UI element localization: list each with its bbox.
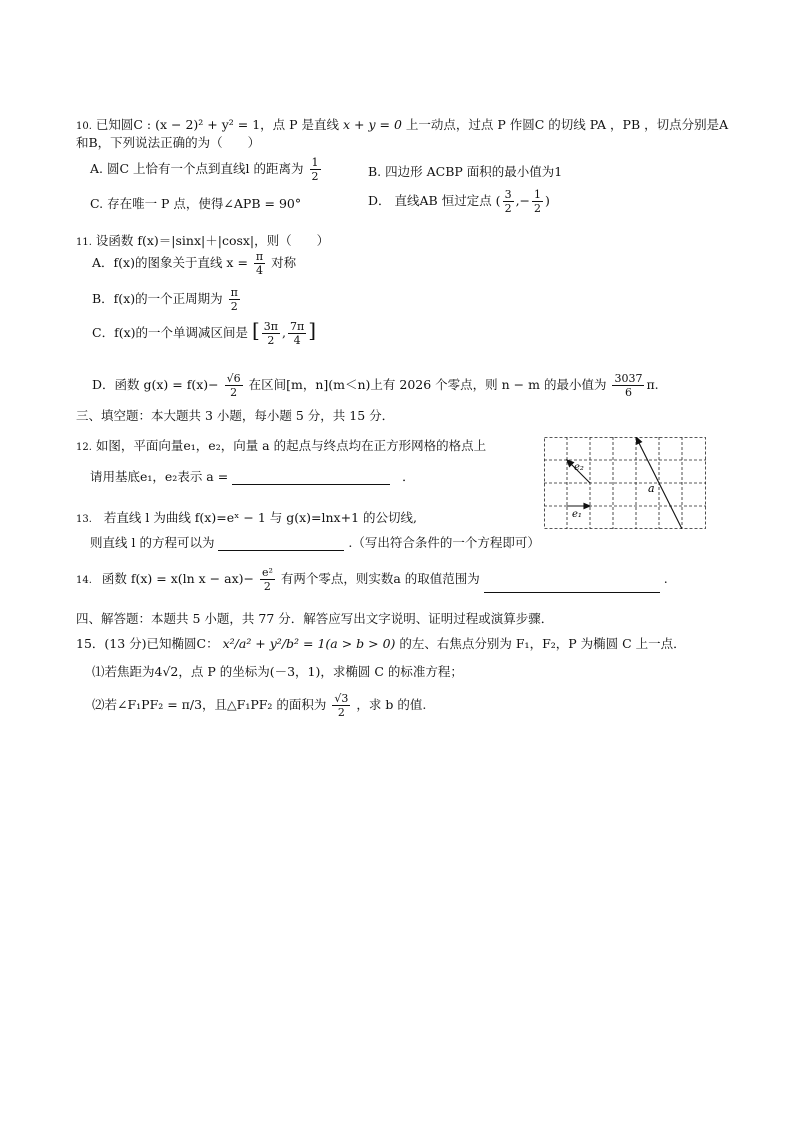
q14-answer-blank[interactable] [484,578,660,593]
section-3-heading: 三、填空题：本大题共 3 小题，每小题 5 分，共 15 分． [76,408,395,423]
q13-line1 [76,510,417,528]
q10-option-c-text: 存在唯一 P 点，使得∠APB = 90° [107,196,302,211]
bracket-close: ] [308,318,317,342]
q11-stem [76,233,329,251]
q10-option-d-text: 直线AB 恒过定点 ( [394,193,501,208]
q10-option-b-label: B. [368,164,382,179]
numerator: √3 [334,692,349,705]
q12-vector-grid-figure [544,437,706,529]
denominator: 2 [337,706,345,719]
q15-part2-fraction [332,692,350,719]
q11-option-d-result-fraction [612,372,644,399]
numerator: 1 [311,156,319,169]
q11-option-b [92,286,242,313]
q10-option-b-text: 四边形 ACBP 面积的最小值为1 [385,164,563,179]
q14-end: . [663,571,668,586]
q10-option-a-text: 圆C 上恰有一个点到直线l 的距离为 [107,161,304,176]
denominator: 2 [534,202,542,215]
numerator: 1 [534,188,542,201]
q13-line2 [90,535,540,551]
q12-answer-blank[interactable] [232,470,390,485]
q11-option-c: C．f(x)的一个单调减区间是 [ $\frac{3\pi}{2}$ , $\frac{7\pi}{4}$ ] [92,318,317,347]
q15-part2-a: ⑵若∠F₁PF₂ = π/3，且△F₁PF₂ 的面积为 [92,697,327,712]
q12-line1-text: 如图，平面向量e₁，e₂，向量 a 的起点与终点均在正方形网格的格点上 [95,438,487,453]
q10-option-d-fraction-1 [503,188,514,215]
q10-option-d [368,188,550,215]
q11-option-a-fraction [254,250,265,277]
grid-lines [544,437,706,529]
q10-option-d-close: ) [545,193,550,208]
q12-end: ． [402,469,415,484]
q10-option-c [90,196,301,212]
q11-option-b-text: B．f(x)的一个正周期为 [92,291,223,306]
q10-stem [76,117,728,135]
q13-tail: .（写出符合条件的一个方程即可） [348,535,540,550]
a-arrowhead [636,437,642,444]
q11-number: 11. [76,237,92,248]
q11-option-d-text-a: D．函数 g(x) = f(x)− [92,377,219,392]
q12-line2-text: 请用基底e₁，e₂表示 a = [90,469,229,484]
denominator: 2 [504,202,512,215]
q15-stem-a: 15．(13 分)已知椭圆C： [76,636,219,651]
denominator: 2 [263,580,271,593]
q13-line1-text: 若直线 l 为曲线 f(x)=eˣ − 1 与 g(x)=lnx+1 的公切线, [103,510,417,525]
q11-option-d-fraction [225,372,243,399]
denominator: 2 [230,300,238,313]
q11-option-a [92,250,296,277]
q12-number: 12. [76,442,92,453]
q10-option-d-label: D． [368,193,391,208]
q12-line1 [76,438,486,456]
q11-option-c-fraction-1 [262,320,280,347]
q11-option-a-tail: 对称 [271,255,297,270]
numerator: π [255,250,264,263]
q12-line2 [90,469,415,485]
q15-stem-c: 的左、右焦点分别为 F₁，F₂，P 为椭圆 C 上一点． [399,636,686,651]
numerator: 7π [290,320,305,333]
q14-text-a: 函数 f(x) = x(ln x − ax)− [101,571,254,586]
q11-option-a-text: A．f(x)的图象关于直线 x = [92,255,248,270]
denominator: 2 [267,334,275,347]
q15-part2 [92,692,426,719]
q14-text-b: 有两个零点，则实数a 的取值范围为 [280,571,480,586]
q13-answer-blank[interactable] [218,536,344,551]
q11-option-d-text-b: 在区间[m，n](m＜n)上有 2026 个零点，则 n − m 的最小值为 [248,377,607,392]
numerator: e² [261,566,273,579]
q10-option-a [90,156,323,183]
denominator: 4 [256,264,264,277]
numerator: 3037 [614,372,643,385]
q10-stem-c: 上一动点，过点 P 作圆C 的切线 PA ，PB ，切点分别是A [405,117,729,132]
denominator: 4 [293,334,301,347]
q14-line [76,566,668,593]
numerator: π [230,286,238,299]
q10-option-d-sep: ,− [515,193,531,208]
q11-option-c-text: C．f(x)的一个单调减区间是 [92,325,248,340]
label-e1: e₁ [572,509,582,520]
q10-stem-b: x + y = 0 [343,117,402,132]
numerator: 3 [504,188,512,201]
e1-arrowhead [584,504,590,509]
q10-option-a-fraction [310,156,321,183]
q10-stem-line2: 和B，下列说法正确的为（ ） [76,135,261,150]
q15-ellipse-equation: x²/a² + y²/b² = 1(a > b > 0) [222,636,396,651]
section-4-heading: 四、解答题：本题共 5 小题，共 77 分．解答应写出文字说明、证明过程或演算步骤． [76,611,554,626]
q10-number: 10. [76,121,92,132]
denominator: 2 [311,170,319,183]
q11-option-d [92,372,659,399]
denominator: 6 [624,386,632,399]
q10-option-b [368,164,562,180]
q11-stem-text: 设函数 f(x)＝|sinx|＋|cosx|，则（ ） [95,233,330,248]
bracket-open: [ [251,318,260,342]
numerator: √6 [226,372,241,385]
q15-part2-b: ，求 b 的值. [356,697,427,712]
q11-option-d-tail: π. [646,377,659,392]
q13-line2-text: 则直线 l 的方程可以为 [90,535,215,550]
q14-fraction [260,566,275,593]
label-e2: e₂ [574,462,584,473]
q15-stem [76,636,686,652]
label-a: a [648,482,655,495]
q11-option-b-fraction [229,286,240,313]
q15-part1: ⑴若焦距为4√2，点 P 的坐标为(－3，1)，求椭圆 C 的标准方程； [92,664,463,679]
q10-option-c-label: C. [90,196,104,211]
q10-stem-a: 已知圆C : (x − 2)² + y² = 1，点 P 是直线 [95,117,340,132]
q10-option-a-label: A. [90,161,104,176]
denominator: 2 [230,386,238,399]
q10-option-d-fraction-2 [532,188,543,215]
numerator: 3π [263,320,279,333]
q13-number: 13. [76,514,92,525]
q14-number: 14. [76,575,92,586]
q11-option-c-fraction-2 [288,320,306,347]
